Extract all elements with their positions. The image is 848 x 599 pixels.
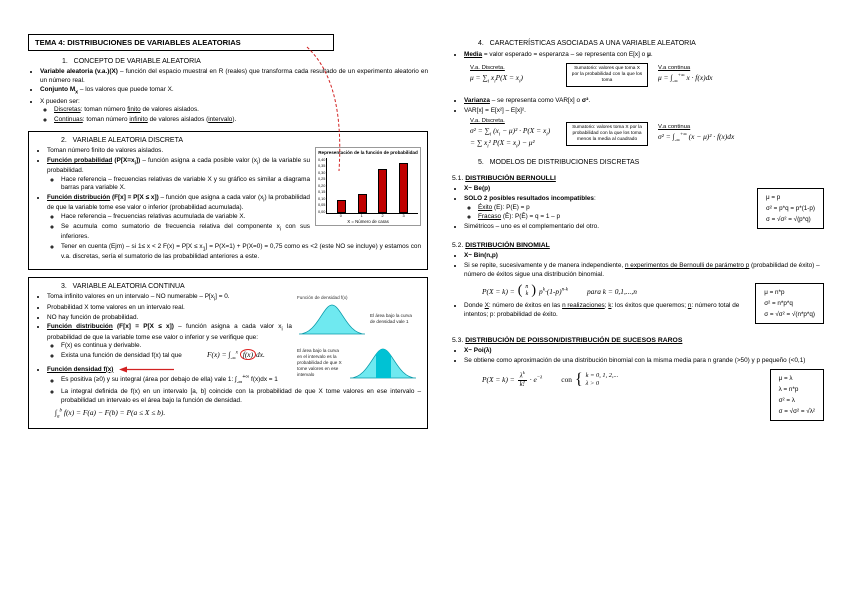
param-line: μ = n*p	[764, 289, 785, 297]
x-tick-label: 3	[402, 213, 405, 218]
condition-2: λ > 0	[585, 379, 600, 387]
chart-bar	[337, 200, 346, 212]
section-1-list	[28, 68, 428, 124]
param-line: σ² = λ	[778, 397, 795, 405]
open-brace: {	[574, 370, 583, 388]
figure-2-note: El área bajo la curva en el intervalo es la probabilidad de que X tome valores en ese intervalo	[297, 347, 342, 377]
poisson-list	[452, 347, 826, 365]
list-item: • Variable aleatoria (v.a.)(X) – función del espacio muestral en R (reales) que transforma cada resultado de un experimento aleatorio en un número real.	[40, 68, 428, 85]
va-discrete-label: V.a. Discreta.	[470, 118, 505, 125]
section-4-heading: 4. CARACTERÍSTICAS ASOCIADAS A UNA VARIABLE ALEATORIA	[478, 40, 696, 47]
mean-continuous-block	[658, 65, 744, 84]
variance-formulas-row	[470, 118, 826, 149]
formula-rhs: $p^k\cdot(1-p)^{n-k}$	[539, 286, 568, 296]
list-item: ◦ Continuas: toman número infinito de valores aislados (intervalo).	[54, 116, 428, 125]
list-item: ◦ Discretas: toman número finito de valores aislados.	[54, 106, 428, 115]
mean-continuous-formula: $\mu = \int_{-\infty}^{+\infty}$ x · f(x)dx	[658, 73, 713, 85]
section-3-box	[28, 277, 428, 430]
fraction	[518, 370, 527, 389]
choose-top: n	[525, 283, 529, 290]
variance-discrete-formula-1: $\sigma^2 = \sum_i$ $(x_i - \mu)^2 \cdot P(X = x_i)$	[470, 126, 551, 138]
density-function-title: Función densidad f(x)	[47, 365, 114, 373]
list-item: • NO hay función de probabilidad.	[47, 314, 421, 323]
x-tick-label: 1	[360, 213, 363, 218]
param-line: μ = λ	[778, 375, 793, 383]
y-tick-label: 0,05	[318, 203, 326, 208]
red-dashed-annotation-line	[295, 45, 355, 175]
formula-lhs: P(X = k) =	[482, 375, 515, 385]
mean-formulas-row	[470, 63, 826, 88]
variance-discrete-formula-2: = ∑ $x_i^2$ $P(X = x_i) - \mu^2$	[470, 137, 535, 150]
list-item: • Toman número finito de valores aislados.	[47, 147, 421, 156]
density-figure-2	[297, 345, 421, 381]
x-tick-label: 2	[381, 213, 384, 218]
list-item: • Media = valor esperado = esperanza – se representa con E[x] o μ.	[464, 51, 826, 60]
bell-curve-icon	[297, 301, 367, 337]
chart-x-label: X = Número de caras	[347, 218, 389, 224]
binomial-list	[452, 252, 826, 279]
list-item: • Función distribución (F[x] = P[X ≤ x]) – función que asigna a cada valor $(x_i)$ la probabilidad de que la variable tome ese valor o inferior (probabilidad acumulada). ◦ Hace referencia – frecuencias relativas acumulada de variable X. ◦ Se acumula como sumatorio de frecuencia relativa del componente $x_i$ con sus inferiores. ◦ Tener en cuenta (Ejm) – si 1≤ x < 2 $F(x) = P[X \le x_1] = P(X=1) + P(X=0) = 0,75$ como es <2 (este NO se incluye) y estamos con v.a. discretas, sería el sumatorio de las probabilidad anteriores a este.	[47, 194, 421, 262]
list-item: • X~ Poi(λ)	[464, 347, 826, 356]
binomial-coefficient	[525, 285, 528, 298]
list-item: • Función distribución (F[x] = P[X ≤ x]) – función asigna a cada valor $x_i$ la probabilidad de que la variable tome ese valor o inferior y se verifique que: ◦ F(x) es continua y derivable. ◦ Exista una función de densidad f(x) tal que	[47, 323, 421, 360]
list-item: ◦ Fracaso (Ē): P(Ē) = q = 1 – p	[478, 213, 826, 222]
y-tick-label: 0,40	[318, 157, 326, 162]
list-item: ◦ Tener en cuenta (Ejm) – si 1≤ x < 2 $F(x) = P[X \le x_1] = P(X=1) + P(X=0) = 0,75$ como es <2 (este NO se incluye) y estamos con v.a. discretas, sería el sumatorio de las probabilidad anteriores a este.	[61, 243, 421, 262]
formula-right-part: dx.	[256, 350, 265, 360]
y-tick-label: 0,30	[318, 170, 326, 175]
section-5-2	[452, 242, 826, 328]
page-title: TEMA 4: DISTRIBUCIONES DE VARIABLES ALEATORIAS	[28, 34, 334, 51]
list-item: ◦ Exista una función de densidad f(x) tal que	[61, 352, 421, 361]
open-paren: (	[517, 283, 523, 299]
mean-discrete-formula: $\mu = \sum_i$ $x_iP(X = x_i)$	[470, 73, 523, 85]
section-5-3	[452, 337, 826, 425]
fraction-numerator: $\lambda^k$	[519, 370, 525, 380]
formula-left-part: $F(x) = \int_{-\infty}^x$	[207, 350, 238, 362]
poisson-conditions	[586, 372, 619, 388]
param-line: σ = √σ² = √(n*p*q)	[764, 311, 815, 319]
y-tick-label: 0,35	[318, 164, 326, 169]
definite-integral-formula: $\int_a^b$ f(x) = F(a) − F(b) = P(a ≤ X ≤ b).	[55, 408, 166, 420]
list-item: ◦ Hace referencia – frecuencias relativas acumulada de variable X.	[61, 213, 421, 222]
list-item: ◦ Es positiva (≥0) y su integral (área por debajo de ella) vale 1: $\int_{-\infty}^{+\infty}$ f(x)dx = 1	[61, 374, 421, 387]
condition-1: k = 0, 1, 2,...	[585, 371, 619, 379]
distribution-function-formula	[207, 350, 265, 361]
con-label: con	[561, 375, 572, 385]
list-item: • Se obtiene como aproximación de una distribución binomial con la misma media para n grande (>50) y p pequeño (<0,1)	[464, 357, 826, 366]
section-3-heading: 3. VARIABLE ALEATORIA CONTINUA	[61, 282, 185, 290]
close-paren: )	[531, 283, 536, 299]
y-tick-label: 0,20	[318, 183, 326, 188]
param-line: λ = n*p	[778, 386, 799, 394]
figure-1-note: El área bajo la curva de densidad vale 1	[370, 312, 412, 324]
list-item: • Varianza – se representa como VAR[x] o σ².	[464, 97, 826, 106]
formula-mid: · $e^{-\lambda}$	[529, 375, 543, 385]
bernoulli-params-box	[757, 188, 824, 229]
y-tick-label: 0,00	[318, 209, 326, 214]
param-line: σ = √σ² = √λ²	[778, 408, 815, 416]
list-item: • X~ Be(p)	[464, 185, 826, 194]
poisson-formula	[482, 370, 760, 389]
list-item: • Función probabilidad $(P[X=x_i])$ – función asigna a cada posible valor $(x_i)$ de la variable su probabilidad. ◦ Hace referencia – frecuencias relativas de variable X y su gráfico es similar a diagrama barras para variable X.	[47, 157, 421, 193]
param-line: σ² = p*q = p*(1-p)	[765, 205, 815, 213]
red-oval-annotation: f(x)	[240, 349, 256, 360]
list-item: • Probabilidad X tome valores en un intervalo real.	[47, 304, 421, 313]
list-item: • Donde X: número de éxitos en las n realizaciones; k: los éxitos que queremos; n: número total de intentos; p: probabilidad de éxito.	[464, 302, 826, 319]
section-5-heading: 5. MODELOS DE DISTRIBUCIONES DISCRETAS	[478, 159, 640, 167]
list-item: ◦ Hace referencia – frecuencias relativas de variable X y su gráfico es similar a diagrama barras para variable X.	[61, 176, 421, 193]
chart-bar	[358, 194, 367, 213]
chart-categories	[326, 214, 418, 218]
formula-condition: para k = 0,1,...,n	[586, 286, 637, 296]
choose-bottom: k	[525, 290, 529, 297]
poisson-params-box	[770, 369, 824, 421]
section-5-1-heading: 5.1. DISTRIBUCIÓN BERNOULLI	[452, 175, 556, 183]
media-intro-list	[452, 51, 826, 60]
bell-curve-interval-icon	[348, 345, 418, 381]
list-item: ◦ Se acumula como sumatorio de frecuencia relativa del componente $x_i$ con sus inferiores.	[61, 223, 421, 242]
x-tick-label: 0	[339, 213, 342, 218]
list-item: ◦ F(x) es continua y derivable.	[61, 342, 421, 351]
va-continuous-label: V.a continua	[658, 65, 691, 72]
chart-bar	[399, 163, 408, 213]
list-item: • VAR[x] = E[x²] – E[x]².	[464, 107, 826, 116]
formula-lhs: P(X = k) =	[482, 286, 515, 296]
y-tick-label: 0,15	[318, 190, 326, 195]
list-item: • Si se repite, sucesivamente y de manera independiente, n experimentos de Bernoulli de parámetro p (probabilidad de éxito) – número de éxitos sigue una distribución binomial.	[464, 262, 826, 279]
y-tick-label: 0,10	[318, 196, 326, 201]
mean-discrete-block	[470, 65, 556, 84]
fraction-denominator: k!	[519, 381, 525, 389]
mean-note-box: Sumatorio: valores que toma X por la probabilidad con la que los toma	[566, 63, 648, 88]
param-line: σ² = n*p*q	[764, 300, 793, 308]
variance-note-box: Sumatorio: valores toma X por la probabilidad con la que los toma menos la media al cuadrado	[566, 122, 648, 147]
section-2-heading: 2. VARIABLE ALEATORIA DISCRETA	[61, 137, 184, 145]
list-item: ◦ Éxito (E): P(E) = p	[478, 204, 826, 213]
list-item: • Toma infinito valores en un intervalo – NO numerable – $P[x_i] = 0$.	[47, 293, 421, 303]
list-item: • X~ Bin(n,p)	[464, 252, 826, 261]
y-tick-label: 0,25	[318, 177, 326, 182]
section-5-1	[452, 175, 826, 233]
section-1-heading: 1. CONCEPTO DE VARIABLE ALEATORIA	[62, 58, 201, 65]
list-item: • X pueden ser: ◦ Discretas: toman número finito de valores aislados. ◦ Continuas: toman número infinito de valores aislados (intervalo).	[40, 98, 428, 125]
variance-discrete-block	[470, 118, 556, 149]
list-item: ◦ La integral definida de f(x) en un intervalo [a, b] coincide con la probabilidad de que X tome valores en ese intervalo – probabilidad un intervalo es el área bajo la función de densidad.	[61, 388, 421, 405]
va-discrete-label: V.a. Discreta.	[470, 65, 505, 72]
variance-list	[452, 97, 826, 115]
left-column	[28, 34, 428, 429]
list-item: • SOLO 2 posibles resultados incompatibles: ◦ Éxito (E): P(E) = p ◦ Fracaso (Ē): P(Ē) = q = 1 – p	[464, 195, 826, 222]
variance-continuous-block	[658, 124, 744, 143]
section-5-2-heading: 5.2. DISTRIBUCIÓN BINOMIAL	[452, 242, 550, 250]
chart-bar	[378, 169, 387, 213]
param-line: σ = √σ² = √(p*q)	[765, 216, 811, 224]
va-continuous-label: V.a continua	[658, 124, 691, 131]
section-2-box	[28, 131, 428, 269]
sub-list	[40, 106, 428, 124]
section-5-3-heading: 5.3. DISTRIBUCIÓN DE POISSON/DISTRIBUCIÓN DE SUCESOS RAROS	[452, 337, 683, 345]
figure-1-label: Función de densidad f(x)	[297, 294, 348, 300]
chart-title: Representación de la función de probabilidad	[318, 150, 418, 156]
right-column	[452, 40, 826, 427]
list-item: • Simétricos – uno es el complementario del otro.	[464, 223, 826, 232]
variance-continuous-formula: $\sigma^2 = \int_{-\infty}^{+\infty}$ (x − μ)² · f(x)dx	[658, 132, 735, 144]
list-item: • Conjunto $M_x$ – los valores que puede tomar X.	[40, 86, 428, 96]
binomial-formula	[482, 284, 745, 298]
param-line: μ = p	[765, 194, 781, 202]
binomial-params-box	[755, 283, 824, 324]
red-arrow-icon	[118, 366, 176, 373]
density-figure-1	[297, 295, 421, 337]
density-figures	[297, 295, 421, 381]
